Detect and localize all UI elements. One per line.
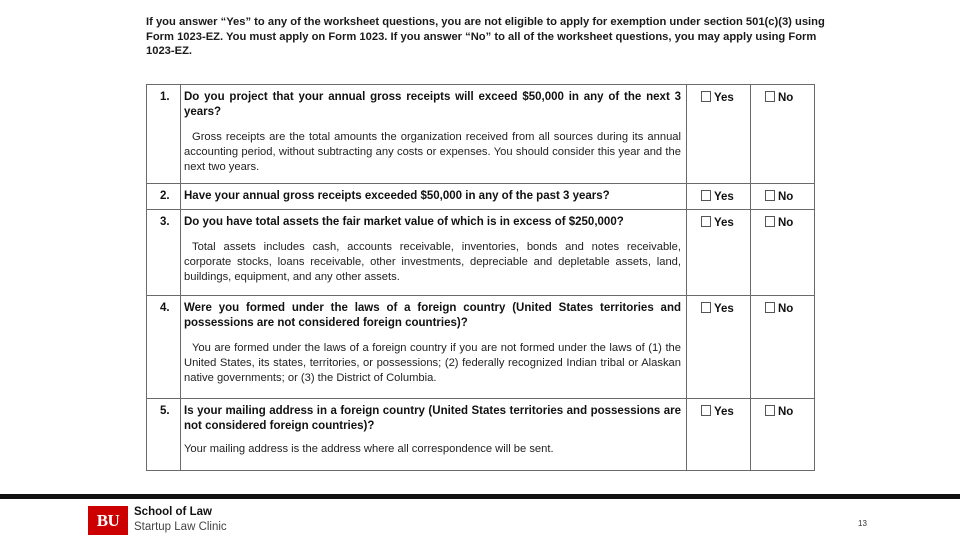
yes-label: Yes — [714, 406, 734, 418]
question-number: 4. — [147, 296, 181, 399]
worksheet-row — [147, 184, 815, 210]
yes-label: Yes — [714, 217, 734, 229]
question-cell — [181, 184, 687, 210]
yes-option[interactable] — [687, 184, 751, 210]
logo-text: BU — [96, 511, 120, 530]
yes-option[interactable] — [687, 399, 751, 471]
question-note — [184, 240, 681, 285]
question-text: Were you formed under the laws of a foreign country (United States territories and possessions are not considered foreign countries)? — [184, 302, 681, 329]
checkbox-icon[interactable] — [701, 302, 711, 313]
question-note — [184, 442, 681, 457]
worksheet-table — [146, 84, 815, 471]
question-number: 5. — [147, 399, 181, 471]
yes-option[interactable] — [687, 296, 751, 399]
question-cell — [181, 210, 687, 296]
question-cell — [181, 85, 687, 184]
checkbox-icon[interactable] — [701, 216, 711, 227]
no-option[interactable] — [751, 296, 815, 399]
question-text: Do you project that your annual gross receipts will exceed $50,000 in any of the next 3 years? — [184, 91, 681, 118]
page-number: 13 — [858, 519, 867, 528]
checkbox-icon[interactable] — [765, 190, 775, 201]
question-number: 1. — [147, 85, 181, 184]
checkbox-icon[interactable] — [701, 190, 711, 201]
question-number: 3. — [147, 210, 181, 296]
yes-label: Yes — [714, 191, 734, 203]
yes-option[interactable] — [687, 85, 751, 184]
question-note-text: Total assets includes cash, accounts receivable, inventories, bonds and notes receivable, corporate stocks, loans receivable, other investments, depreciable and depletable assets, land, buildings, equipment, and any other assets. — [184, 241, 681, 283]
question-cell — [181, 296, 687, 399]
yes-label: Yes — [714, 92, 734, 104]
no-label: No — [778, 92, 794, 104]
checkbox-icon[interactable] — [765, 216, 775, 227]
checkbox-icon[interactable] — [765, 405, 775, 416]
yes-option[interactable] — [687, 210, 751, 296]
question-cell — [181, 399, 687, 471]
checkbox-icon[interactable] — [765, 302, 775, 313]
no-label: No — [778, 406, 794, 418]
footer-divider — [0, 494, 960, 499]
checkbox-icon[interactable] — [701, 405, 711, 416]
worksheet-row — [147, 296, 815, 399]
checkbox-icon[interactable] — [765, 91, 775, 102]
question-text: Is your mailing address in a foreign country (United States territories and possessions are not considered foreign countries)? — [184, 405, 681, 432]
school-name: School of Law — [134, 506, 212, 518]
no-label: No — [778, 217, 794, 229]
question-note-text: Your mailing address is the address where all correspondence will be sent. — [184, 443, 554, 455]
worksheet-row — [147, 210, 815, 296]
question-text: Do you have total assets the fair market value of which is in excess of $250,000? — [184, 216, 624, 228]
no-option[interactable] — [751, 184, 815, 210]
checkbox-icon[interactable] — [701, 91, 711, 102]
question-number: 2. — [147, 184, 181, 210]
no-option[interactable] — [751, 85, 815, 184]
bu-logo — [88, 506, 128, 535]
no-option[interactable] — [751, 210, 815, 296]
question-text: Have your annual gross receipts exceeded $50,000 in any of the past 3 years? — [184, 190, 610, 202]
worksheet-row — [147, 399, 815, 471]
clinic-name: Startup Law Clinic — [134, 521, 227, 533]
no-label: No — [778, 191, 794, 203]
question-note — [184, 341, 681, 386]
question-note-text: You are formed under the laws of a foreign country if you are not formed under the laws of (1) the United States, its states, territories, or possessions; (2) federally recognized Indian tribal or Alaskan native governments; or (3) the District of Columbia. — [184, 342, 681, 384]
question-note-text: Gross receipts are the total amounts the organization received from all sources during its annual accounting period, without subtracting any costs or expenses. You should consider this year and the next two years. — [184, 131, 681, 173]
no-label: No — [778, 303, 794, 315]
question-note — [184, 130, 681, 175]
no-option[interactable] — [751, 399, 815, 471]
yes-label: Yes — [714, 303, 734, 315]
worksheet-row — [147, 85, 815, 184]
instructions-text: If you answer “Yes” to any of the worksheet questions, you are not eligible to apply for exemption under section 501(c)(3) using Form 1023-EZ. You must apply on Form 1023. If you answer “No” to all of the worksheet questions, you may apply using Form 1023-EZ. — [146, 16, 825, 57]
